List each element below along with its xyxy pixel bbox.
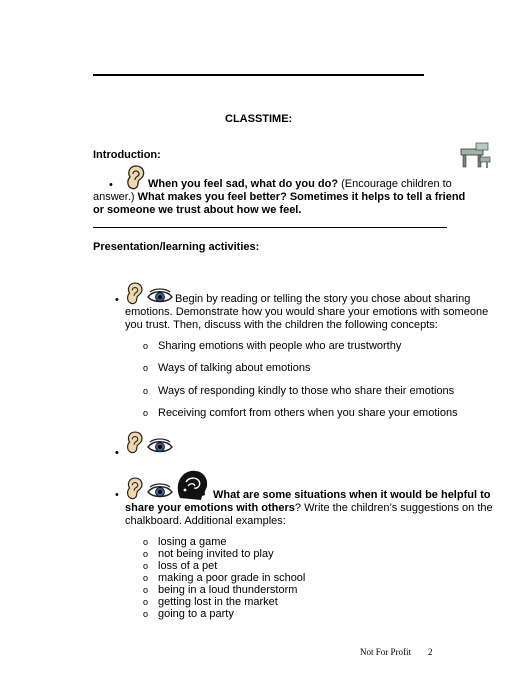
page-number: 2	[428, 647, 433, 657]
classroom-desk-icon	[458, 140, 492, 170]
sub-bullet: o	[143, 609, 149, 619]
example-text: going to a party	[158, 608, 234, 620]
section-rule	[93, 227, 447, 228]
sub-bullet: o	[143, 363, 149, 373]
example-text: losing a game	[158, 536, 227, 548]
sub-bullet: o	[143, 561, 149, 571]
list-item	[143, 407, 458, 420]
sub-bullet: o	[143, 408, 149, 418]
page-title: CLASSTIME:	[225, 113, 293, 125]
concept-text: Ways of talking about emotions	[158, 362, 311, 374]
list-item	[143, 340, 401, 353]
list-item	[143, 596, 278, 608]
list-item	[143, 608, 234, 620]
example-text: getting lost in the market	[158, 596, 278, 608]
concept-text: Sharing emotions with people who are trustworthy	[158, 340, 402, 352]
presentation-heading: Presentation/learning activities:	[93, 241, 260, 253]
ear-icon	[125, 430, 145, 455]
bullet: •	[115, 489, 119, 501]
example-text: not being invited to play	[158, 548, 274, 560]
eye-icon	[146, 438, 174, 454]
sub-bullet: o	[143, 386, 149, 396]
list-item	[143, 362, 310, 375]
introduction-paragraph	[93, 178, 478, 217]
intro-question-1: When you feel sad, what do you do?	[148, 178, 339, 190]
example-text: making a poor grade in school	[158, 572, 306, 584]
sub-bullet: o	[143, 549, 149, 559]
bullet: •	[115, 294, 119, 306]
presentation-item-3-text	[125, 489, 500, 528]
list-item	[143, 584, 297, 596]
sub-bullet: o	[143, 537, 149, 547]
item-3-instructions: ? Write the children’s suggestions on the chalkboard. Additional examples:	[125, 502, 493, 527]
footer-label: Not For Profit	[360, 647, 412, 657]
bullet: •	[109, 179, 113, 191]
sub-bullet: o	[143, 585, 149, 595]
example-text: being in a loud thunderstorm	[158, 584, 298, 596]
introduction-heading: Introduction:	[93, 149, 161, 161]
sub-bullet: o	[143, 341, 149, 351]
list-item	[143, 385, 454, 398]
concept-text: Receiving comfort from others when you share your emotions	[158, 407, 458, 419]
list-item	[143, 536, 227, 548]
presentation-item-1-text: Begin by reading or telling the story you chose about sharing emotions. Demonstrate how you would share your emotions with someone you trust. Then, discuss with the children the following concepts:	[125, 293, 489, 331]
top-rule	[93, 74, 424, 76]
item-3-question: What are some situations when it would be helpful to share your emotions with others	[125, 489, 491, 514]
bullet: •	[115, 447, 119, 459]
example-text: loss of a pet	[158, 560, 218, 572]
intro-note: (Encourage children to answer.)	[93, 178, 452, 203]
concept-text: Ways of responding kindly to those who share their emotions	[158, 385, 455, 397]
list-item	[143, 560, 217, 572]
sub-bullet: o	[143, 573, 149, 583]
intro-question-2: What makes you feel better? Sometimes it helps to tell a friend or someone we trust about how we feel.	[93, 191, 466, 216]
list-item	[143, 548, 274, 560]
list-item	[143, 572, 305, 584]
sub-bullet: o	[143, 597, 149, 607]
